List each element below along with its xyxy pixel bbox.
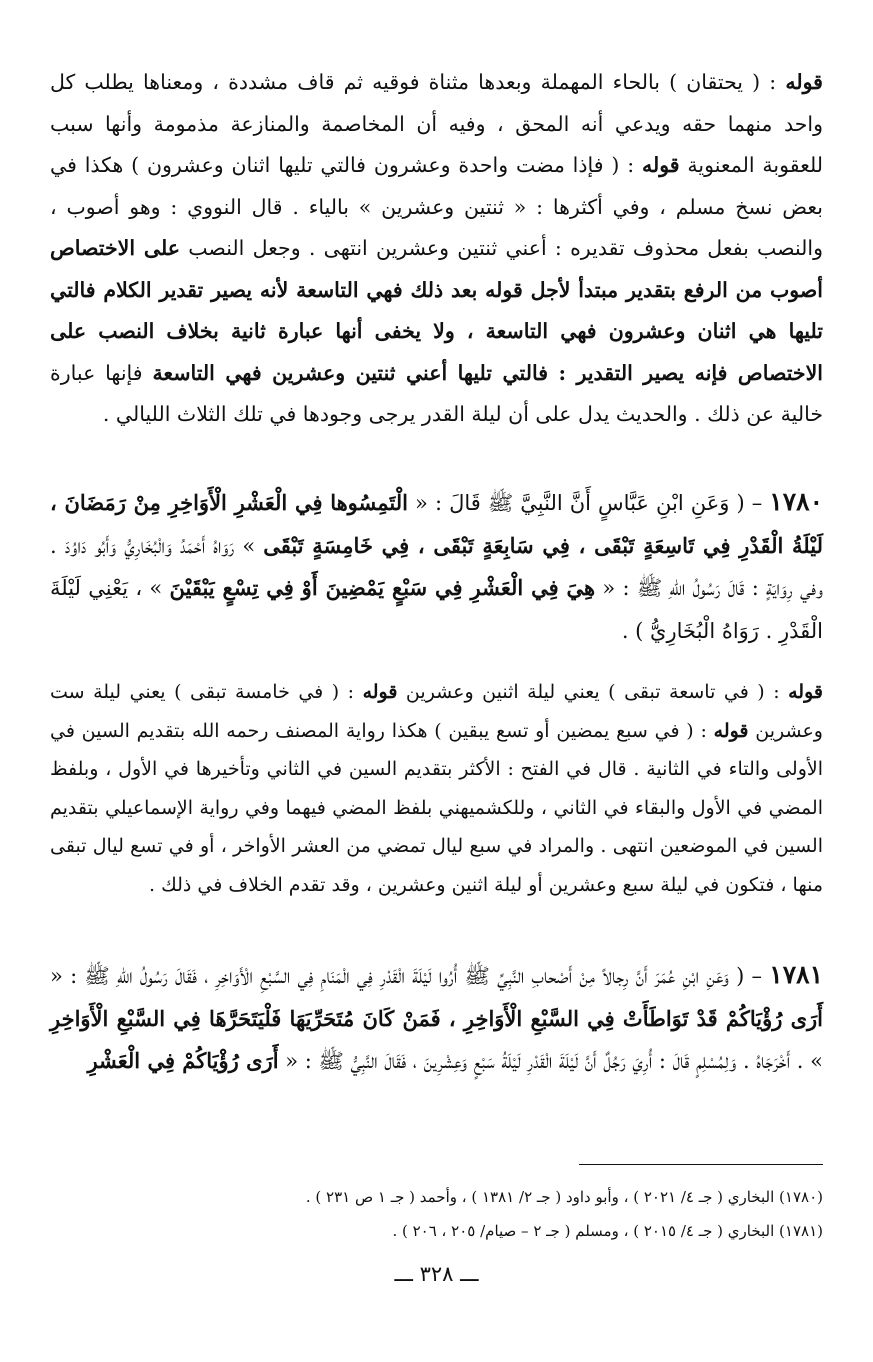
hadith-text: » رَوَاهُ أَحْمَدُ وَالْبُخَارِيُّ وَأَبُو دَاوُدَ . وفي رِوَايَةٍ : قَالَ رَسُولُ اللهِ ﷺ : «: [50, 533, 823, 600]
footnote-1780: (١٧٨٠) البخاري ( جـ ٤/ ٢٠٢١ ) ، وأبو داود ( جـ ٢/ ١٣٨١ ) ، وأحمد ( جـ ١ ص ٢٣١ ) .: [305, 1188, 823, 1206]
commentary-text: : ( في سبع يمضين أو تسع يبقين ) هكذا رواية المصنف رحمه الله بتقديم السين في الأولى والتاء في الثانية . قال في الفتح : الأكثر بتقديم السين في الثاني وتأخيرها في الأول ، وبلفظ المضي في الأول والبقاء في الثاني ، وللكشميهني بلفظ المضي فيهما وفي رواية الإسماعيلي بتقديم السين في الموضعين انتهى . والمراد في سبع ليال تمضي من العشر الأواخر ، أو في تسع ليال تبقى منها ، فتكون في ليلة سبع وعشرين أو ليلة اثنين وعشرين ، وقد تقدم الخلاف في ذلك .: [50, 719, 823, 896]
hadith-text: » ، يَعْنِي لَيْلَةَ الْقَدْرِ . رَوَاهُ الْبُخَارِيُّ ) .: [50, 576, 823, 643]
commentary-text: فإنها عبارة خالية عن ذلك . والحديث يدل على أن ليلة القدر يرجى وجودها في تلك الثلاث الليالي .: [50, 360, 823, 426]
commentary-paragraph-2: [50, 673, 823, 933]
hadith-quote: الْتَمِسُوها فِي الْعَشْرِ الْأَوَاخِرِ مِنْ رَمَضَانَ ، لَيْلَةُ الْقَدْرِ فِي تَاسِعَةٍ تَبْقَى ، فِي سَابِعَةٍ تَبْقَى ، فِي خَامِسَةٍ تَبْقَى: [50, 490, 823, 558]
footnote-1781: (١٧٨١) البخاري ( جـ ٤/ ٢٠١٥ ) ، ومسلم ( جـ ٢ – صيام/ ٢٠٥ ، ٢٠٦ ) .: [392, 1222, 823, 1240]
hadith-text: – ( وَعَنِ ابْنِ عَبَّاسٍ أَنَّ النَّبِيَّ ﷺ قَالَ : «: [407, 491, 770, 515]
hadith-number: ١٧٨٠: [769, 487, 823, 516]
qawluh-label: قوله: [788, 681, 823, 703]
hadith-text: – ( وَعَنِ ابْنِ عُمَرَ أَنَّ رِجالاً مِنْ أَصْحابِ النَّبِيِّ ﷺ أُرُوا لَيْلَةَ الْقَدْرِ فِي الْمَنَامِ فِي السَّبْعِ الْأَوَاخِرِ ، فَقَالَ رَسُولُ اللهِ ﷺ : «: [50, 964, 770, 988]
commentary-text: : ( يحتقان ) بالحاء المهملة وبعدها مثناة فوقيه ثم قاف مشددة ، ومعناها يطلب كل واحد منهما حقه ويدعي أنه المحق ، وفيه أن المخاصمة والمنازعة مذمومة وأنها سبب للعقوبة المعنوية: [50, 70, 823, 177]
hadith-number: ١٧٨١: [769, 960, 823, 989]
hadith-quote: هِيَ فِي الْعَشْرِ فِي سَبْعٍ يَمْضِينَ أَوْ فِي تِسْعٍ يَبْقَيْنَ: [169, 575, 596, 600]
commentary-text: : ( في تاسعة تبقى ) يعني ليلة اثنين وعشرين: [397, 681, 789, 703]
page-number: ـــ ٣٢٨ ـــ: [394, 1262, 479, 1286]
hadith-1781: [50, 954, 823, 1126]
qawluh-label: قوله: [362, 681, 398, 703]
qawluh-label: قوله: [785, 70, 823, 94]
hadith-quote: أَرَى رُؤْيَاكُمْ قَدْ تَوَاطَأَتْ فِي السَّبْعِ الْأَوَاخِرِ ، فَمَنْ كَانَ مُتَحَرِّيَهَا فَلْيَتَحَرَّهَا فِي السَّبْعِ الْأَوَاخِرِ: [50, 1005, 823, 1031]
footnote-divider: [579, 1164, 823, 1165]
hadith-text: » . أَخْرَجَاهُ . وَلِمُسْلِمٍ قَالَ : أُرِيَ رَجُلٌ أَنَّ لَيْلَةَ الْقَدْرِ لَيْلَةُ سَبْعٍ وَعِشْرِينَ ، فَقَالَ النَّبِيُّ ﷺ : «: [278, 1049, 823, 1073]
commentary-bold-text: على الاختصاص أصوب من الرفع بتقدير مبتدأ لأجل قوله بعد ذلك فهي التاسعة لأنه يصير تقدير الكلام فالتي تليها هي اثنان وعشرون فهي التاسعة ، ولا يخفى أنها عبارة ثانية بخلاف النصب على الاختصاص فإنه يصير التقدير : فالتي تليها أعني ثنتين وعشرين فهي التاسعة: [50, 236, 823, 385]
commentary-text: : ( فإذا مضت واحدة وعشرون فالتي تليها اثنان وعشرون ) هكذا في بعض نسخ مسلم ، وفي أكثرها : « ثنتين وعشرين » بالياء . قال النووي : وهو أصوب ، والنصب بفعل محذوف تقديره : أعني ثنتين وعشرين انتهى . وجعل النصب: [50, 153, 823, 260]
qawluh-label: قوله: [713, 719, 749, 742]
qawluh-label: قوله: [641, 153, 680, 177]
hadith-1780: [50, 481, 823, 653]
commentary-paragraph-1: [50, 62, 823, 462]
commentary-text: : ( في خامسة تبقى ) يعني ليلة ست وعشرين: [50, 681, 823, 742]
hadith-quote: أَرَى رُؤْيَاكُمْ فِي الْعَشْرِ: [87, 1048, 279, 1073]
footnotes: [50, 1180, 823, 1248]
